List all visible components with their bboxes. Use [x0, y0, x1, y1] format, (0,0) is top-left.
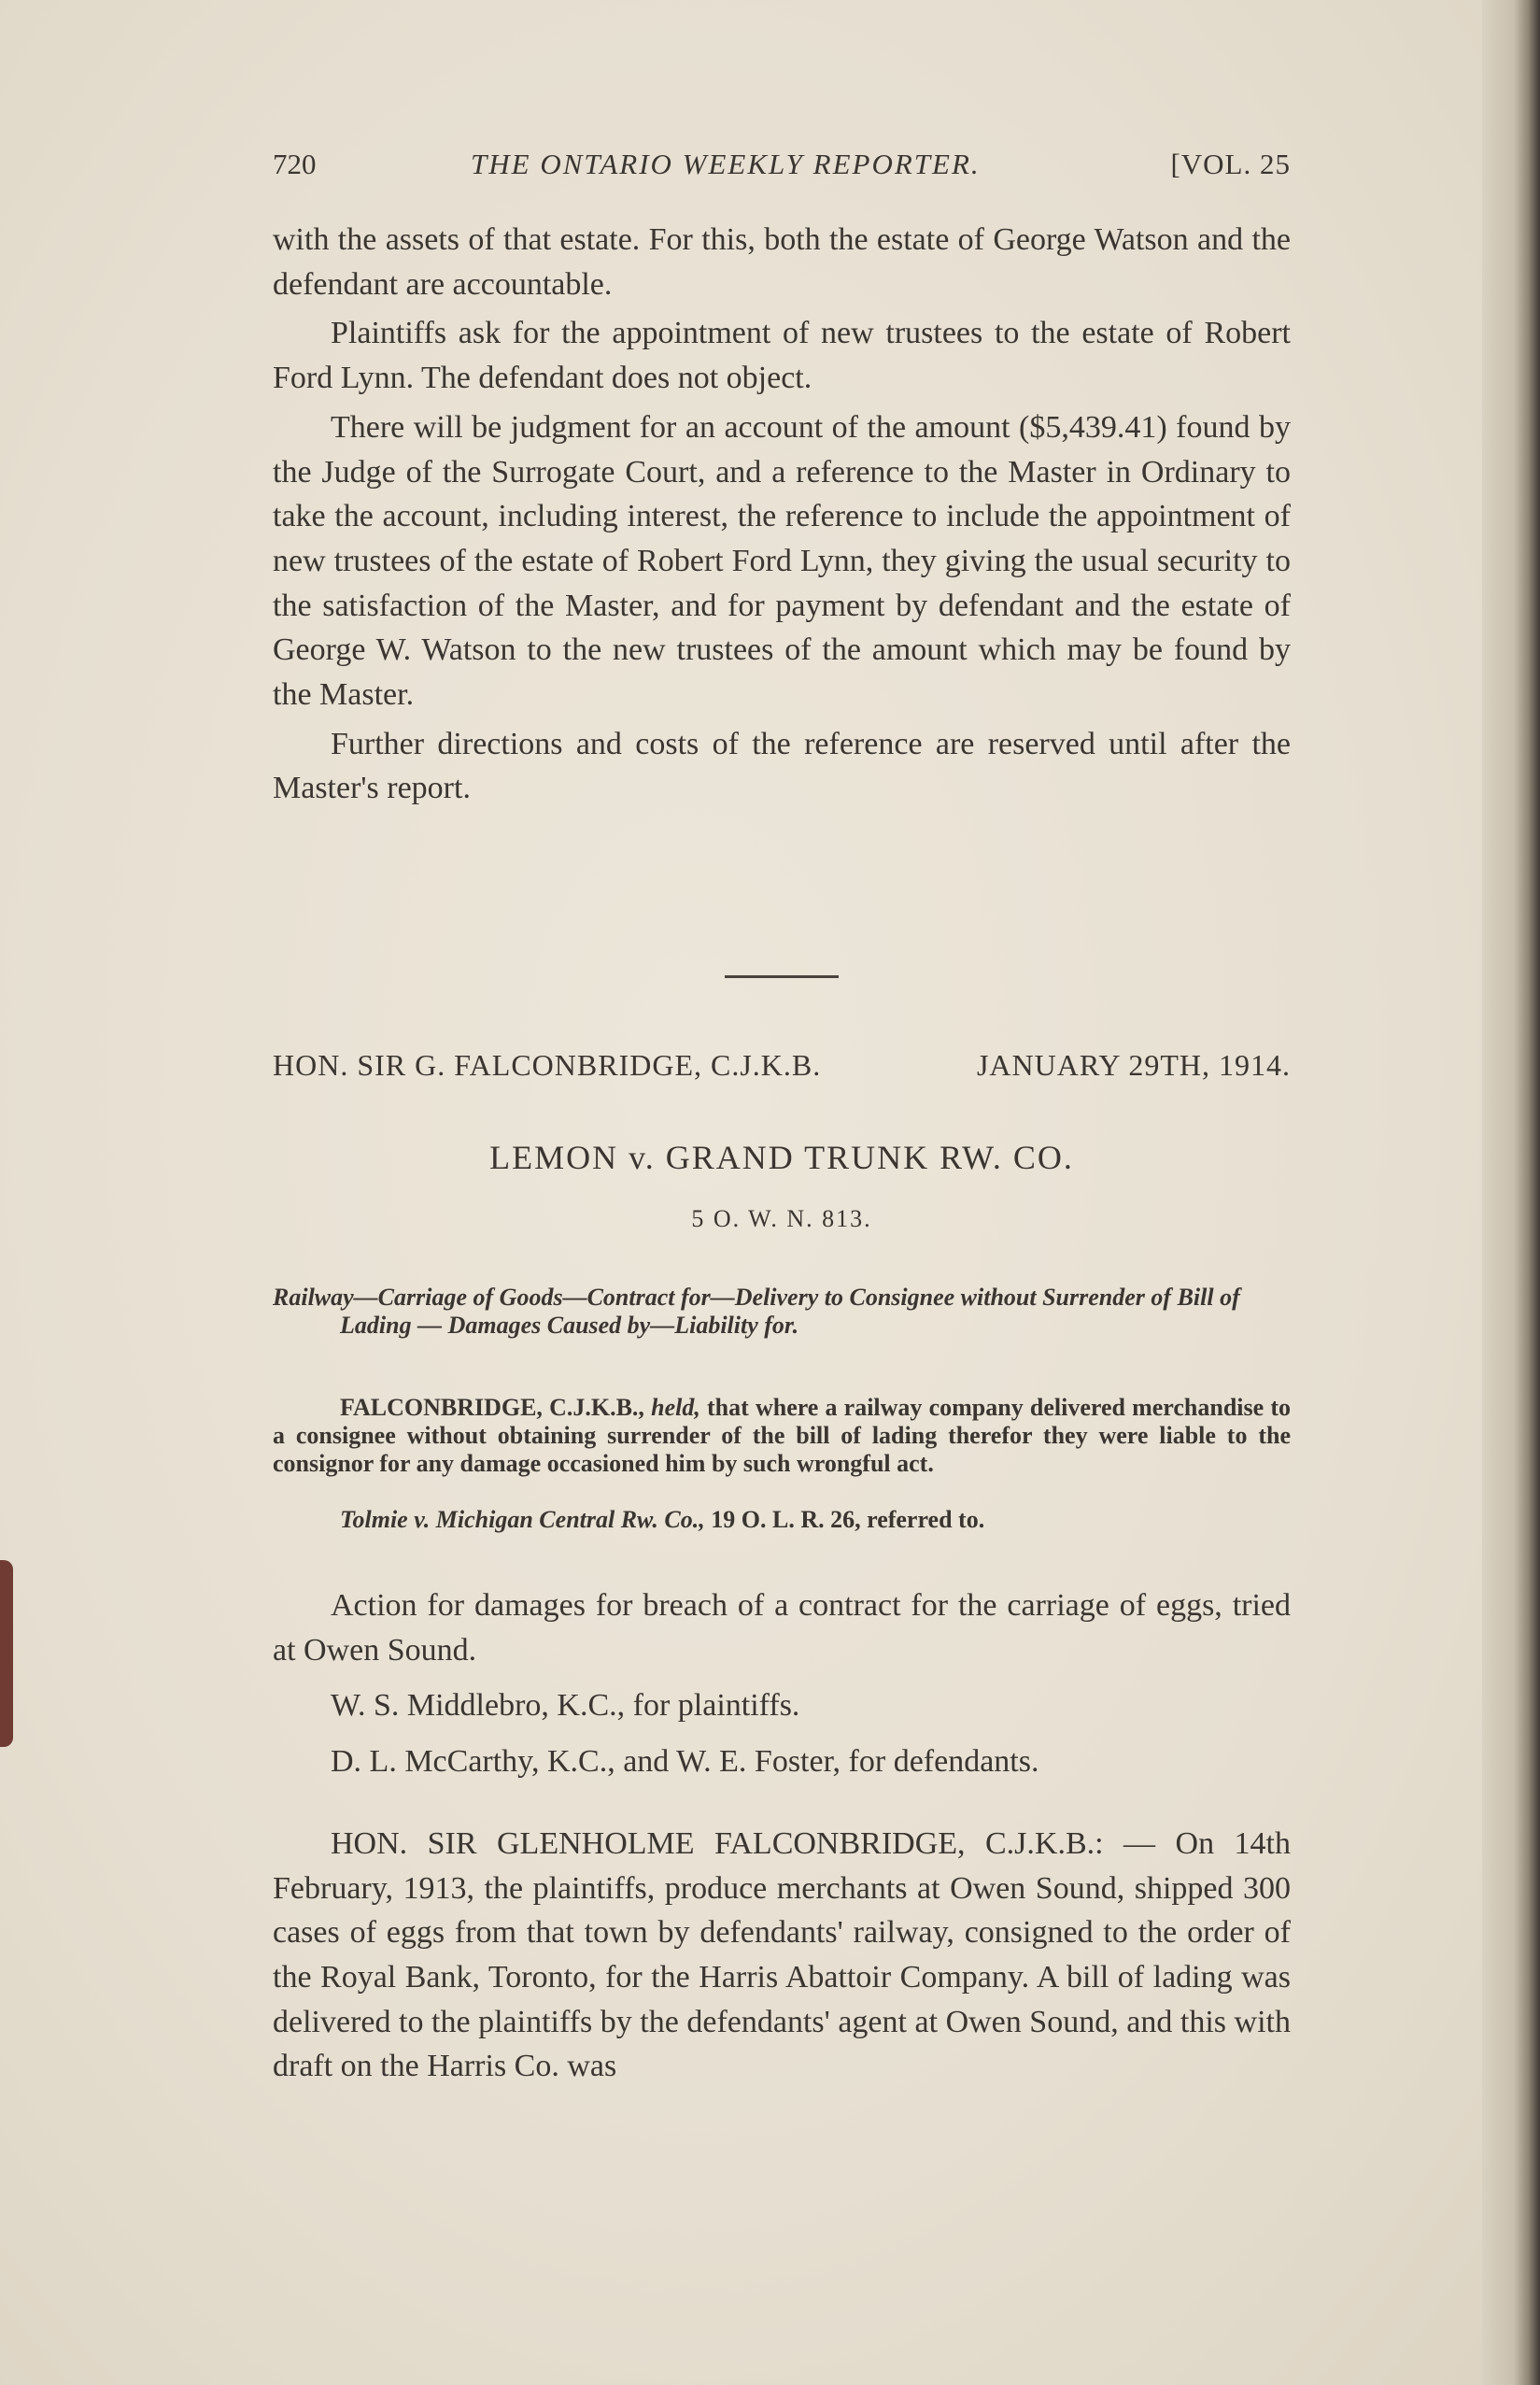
holding-text: that where a railway company delivered merchandise to a consignee without obtaining surrender of the bill of lading therefor they were liable to the consignor for any damage occasioned him by such wrongful act. [273, 1394, 1291, 1477]
reference-rest: 19 O. L. R. 26, referred to. [711, 1506, 985, 1533]
holding-held: held, [651, 1394, 700, 1421]
judge-name: HON. SIR G. FALCONBRIDGE, C.J.K.B. [273, 1048, 822, 1082]
page-stain [0, 1560, 13, 1747]
bottom-text-block [273, 1583, 1291, 2089]
paragraph-1: with the assets of that estate. For this, both the estate of George Watson and the defendant are accountable. [273, 222, 1291, 302]
page-number: 720 [273, 148, 317, 180]
page-edge [1482, 0, 1540, 2385]
counsel-defendants: D. L. McCarthy, K.C., and W. E. Foster, for defendants. [331, 1744, 1039, 1780]
counsel-plaintiffs: W. S. Middlebro, K.C., for plaintiffs. [331, 1688, 800, 1724]
case-title: LEMON v. GRAND TRUNK RW. CO. [489, 1139, 1074, 1176]
volume-label: [VOL. 25 [1170, 148, 1291, 180]
section-divider [725, 975, 839, 978]
headnote-holding [273, 1394, 1291, 1478]
case-citation: 5 O. W. N. 813. [691, 1205, 872, 1232]
top-text-block [273, 218, 1291, 811]
running-header [273, 148, 1291, 194]
paragraph-3: There will be judgment for an account of the amount ($5,439.41) found by the Judge of the Surrogate Court, and a reference to the Master in Ordinary to take the account, including interest, the reference to include the appointment of new trustees of the estate of Robert Ford Lynn, they giving the usual security to the satisfaction of the Master, and for payment by defendant and the estate of George W. Watson to the new trustees of the amount which may be found by the Master. [273, 409, 1291, 713]
catchwords: Railway—Carriage of Goods—Contract for—Delivery to Consignee without Surrender of Bill of Lading — Damages Caused by—Liability for. [273, 1284, 1240, 1339]
reference-case-name: Tolmie v. Michigan Central Rw. Co., [340, 1506, 705, 1533]
running-title: THE ONTARIO WEEKLY REPORTER. [471, 148, 981, 180]
action-paragraph: Action for damages for breach of a contract for the carriage of eggs, tried at Owen Sound. [273, 1588, 1291, 1668]
paragraph-2: Plaintiffs ask for the appointment of new trustees to the estate of Robert Ford Lynn. The defendant does not object. [273, 316, 1291, 396]
decision-date: JANUARY 29TH, 1914. [976, 1048, 1291, 1082]
judgment-paragraph: HON. SIR GLENHOLME FALCONBRIDGE, C.J.K.B.: — On 14th February, 1913, the plaintiffs, produce merchants at Owen Sound, shipped 300 cases of eggs from that town by defendants' railway, consigned to the order of the Royal Bank, Toronto, for the Harris Abattoir Company. A bill of lading was delivered to the plaintiffs by the defendants' agent at Owen Sound, and this with draft on the Harris Co. was [273, 1825, 1291, 2084]
paragraph-4: Further directions and costs of the reference are reserved until after the Master's report. [273, 726, 1291, 806]
holding-judge: FALCONBRIDGE, C.J.K.B., [340, 1394, 644, 1421]
case-reference [340, 1506, 1291, 1534]
